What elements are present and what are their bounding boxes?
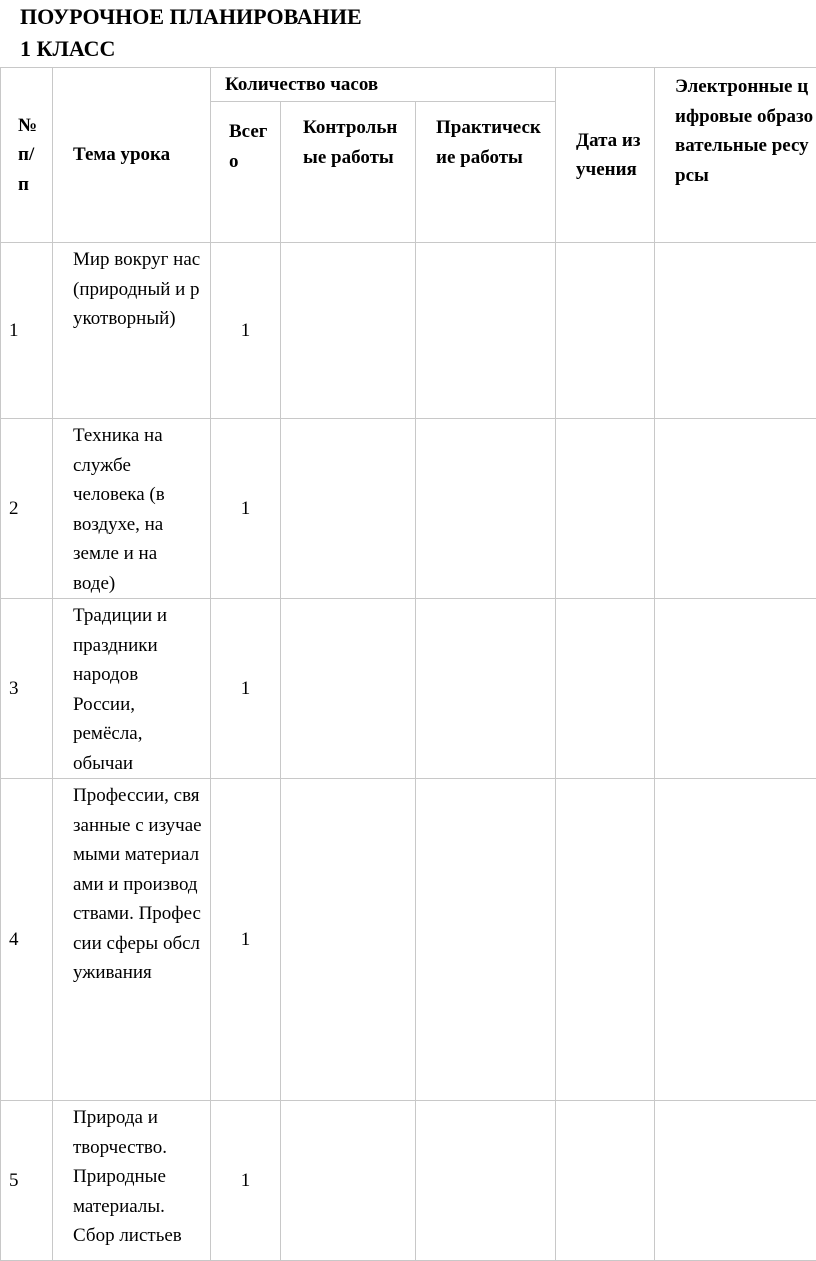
header-resources: Электронные цифровые образовательные ресурсы — [655, 68, 816, 243]
row-control-works — [281, 779, 416, 1101]
row-total-hours: 1 — [211, 419, 281, 599]
row-total-hours: 1 — [211, 779, 281, 1101]
row-control-works — [281, 1101, 416, 1261]
row-date — [556, 599, 655, 779]
row-date — [556, 779, 655, 1101]
row-date — [556, 1101, 655, 1261]
row-practical-works — [416, 419, 556, 599]
row-topic: Природа и творчество. Природные материалы. Сбор листьев — [53, 1101, 211, 1261]
row-resources — [655, 1101, 816, 1261]
row-date — [556, 243, 655, 419]
lesson-plan-table — [0, 67, 816, 1261]
table-row — [1, 243, 816, 419]
header-total: Всего — [211, 102, 281, 243]
header-practical-works: Практические работы — [416, 102, 556, 243]
row-topic: Техника на службе человека (в воздухе, на земле и на воде) — [53, 419, 211, 599]
header-number: № п/п — [1, 68, 53, 243]
row-topic: Традиции и праздники народов России, ремёсла, обычаи — [53, 599, 211, 779]
row-practical-works — [416, 1101, 556, 1261]
row-number: 4 — [1, 779, 53, 1101]
row-resources — [655, 779, 816, 1101]
row-number: 5 — [1, 1101, 53, 1261]
row-number: 1 — [1, 243, 53, 419]
row-control-works — [281, 599, 416, 779]
row-resources — [655, 419, 816, 599]
row-practical-works — [416, 243, 556, 419]
table-row — [1, 779, 816, 1101]
row-total-hours: 1 — [211, 243, 281, 419]
row-total-hours: 1 — [211, 599, 281, 779]
table-row — [1, 1101, 816, 1261]
row-control-works — [281, 243, 416, 419]
row-control-works — [281, 419, 416, 599]
class-subtitle: 1 КЛАСС — [20, 34, 115, 64]
row-topic: Профессии, связанные с изучаемыми материалами и производствами. Профессии сферы обслуживания — [53, 779, 211, 1101]
table-row — [1, 599, 816, 779]
header-topic: Тема урока — [53, 68, 211, 243]
row-total-hours: 1 — [211, 1101, 281, 1261]
row-date — [556, 419, 655, 599]
row-resources — [655, 243, 816, 419]
row-number: 3 — [1, 599, 53, 779]
row-practical-works — [416, 599, 556, 779]
document-title: ПОУРОЧНОЕ ПЛАНИРОВАНИЕ — [20, 2, 362, 32]
row-number: 2 — [1, 419, 53, 599]
table-header-row — [1, 68, 816, 102]
row-topic: Мир вокруг нас (природный и рукотворный) — [53, 243, 211, 419]
header-control-works: Контрольные работы — [281, 102, 416, 243]
header-hours-group: Количество часов — [211, 68, 556, 102]
row-practical-works — [416, 779, 556, 1101]
row-resources — [655, 599, 816, 779]
header-date: Дата изучения — [556, 68, 655, 243]
table-row — [1, 419, 816, 599]
